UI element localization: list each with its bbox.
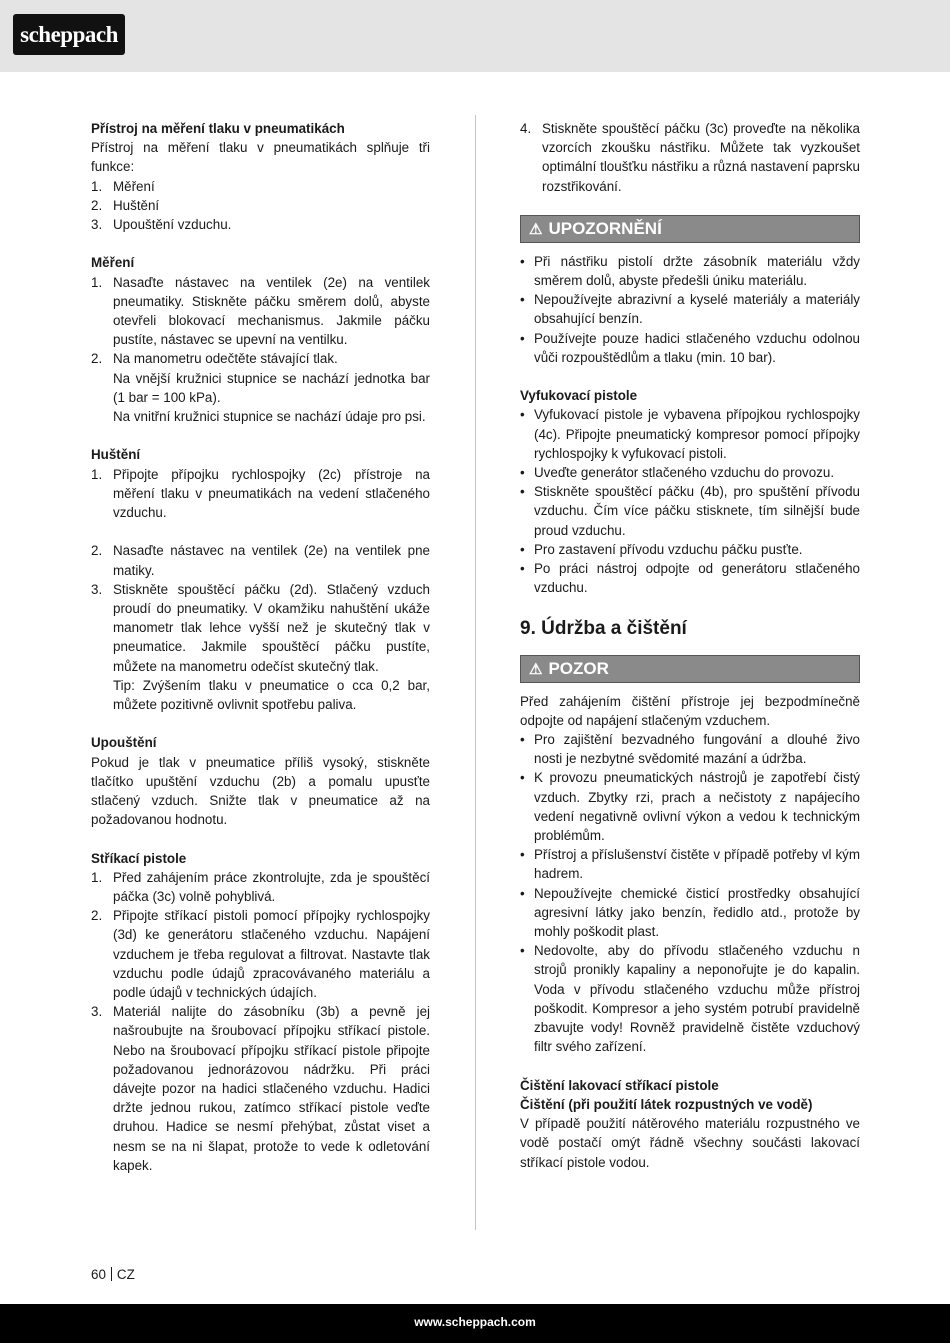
list-item: 3. Materiál nalijte do zásobníku (3b) a pevně jej našroubujte na šroubovací přípojku stříkací pistole. Nebo na šroubovací přípojku stříkací pistole připojte požadovanou jednorázovou nádržku. Při práci dávejte pozor na hadici stlačeného vzduchu. Hadici držte jednou rukou, zatímco stříkací pistole veďte druhou. Hadice se nesmí přehýbat, zůstat viset a nesm se na ni šlapat, protože to vede k odletování kapek.: [91, 1004, 430, 1173]
list-item: • Při nástřiku pistolí držte zásobník materiálu vždy směrem dolů, abyste předešli úniku materiálu.: [520, 253, 860, 289]
paragraph: V případě použití nátěrového materiálu rozpustného ve vodě postačí omýt řádně všechny součásti lakovací stříkací pistole vodou.: [520, 1116, 860, 1170]
list-item: • Uveďte generátor stlačeného vzduchu do provozu.: [520, 465, 835, 481]
section-pressure-gauge: [91, 119, 430, 234]
warning-triangle-icon: ⚠: [529, 660, 543, 678]
section-title: Upouštění: [91, 735, 157, 751]
list-item: • K provozu pneumatických nástrojů je zapotřebí čistý vzduch. Zbytky rzi, prach a nečistoty z napájecího vedení negativně ovlivní výkon a vedou k technickým problémům.: [520, 770, 860, 844]
list-item: 2. Na manometru odečtěte stávající tlak. Na vnější kružnici stupnice se nachází jednotka bar (1 bar = 100 kPa). Na vnitřní kružnici stupnice se nachází údaje pro psi.: [91, 351, 430, 425]
numbered-list: [91, 868, 430, 1175]
list-item: • Stiskněte spouštěcí páčku (4b), pro spuštění přívodu vzduchu. Čím více páčku stisknete, tím silnější bude proud vzduchu.: [520, 484, 860, 538]
warning-triangle-icon: ⚠: [529, 220, 543, 238]
section-subtitle: Čištění (při použití látek rozpustných ve vodě): [520, 1096, 813, 1112]
section-maintenance: [520, 692, 860, 1057]
page-number: 60: [91, 1267, 106, 1282]
paragraph: Před zahájením čištění přístroje jej bezpodmínečně odpojte od napájení stlačeným vzduchem.: [520, 693, 860, 728]
list-item: 3. Stiskněte spouštěcí páčku (2d). Stlačený vzduch proudí do pneumatiky. V okamžiku nahuštění ukáže manometr tlak lehce vyšší než je skutečný tlak v pneumatice. Jakmile spouštěcí páčku pustíte, můžete na manometru odečíst skutečný tlak. Tip: Zvýšením tlaku v pneumatice o cca 0,2 bar, můžete pozitivně ovlivnit spotřebu paliva.: [91, 581, 430, 713]
section-cleaning: [520, 1076, 860, 1172]
section-title: Vyfukovací pistole: [520, 388, 638, 404]
list-item: • Přístroj a příslušenství čistěte v případě potřeby vl kým hadrem.: [520, 847, 860, 882]
bullet-list: [520, 252, 860, 367]
caution-label: POZOR: [548, 658, 609, 678]
list-item: 3. Upouštění vzduchu.: [91, 217, 232, 233]
page-footer: [91, 1265, 135, 1284]
numbered-list: [91, 177, 430, 235]
list-item: • Vyfukovací pistole je vybavena přípojkou rychlospojky (4c). Připojte pneumatický kompresor pomocí přípojky rychlospojky k vyfukovací pistoli.: [520, 407, 860, 461]
list-item: 2. Nasaďte nástavec na ventilek (2e) na ventilek pne matiky.: [91, 543, 430, 578]
paragraph: Pokud je tlak v pneumatice příliš vysoký, stiskněte tlačítko upuštění vzduchu (2b) a pomalu upusťte stlačený vzduch. Snižte tlak v pneumatice až na požadovanou hodnotu.: [91, 754, 430, 828]
column-divider: [475, 115, 476, 1230]
list-item: • Po práci nástroj odpojte od generátoru stlačeného vzduchu.: [520, 561, 860, 596]
list-item: • Používejte pouze hadici stlačeného vzduchu odolnou vůči rozpouštědlům a tlaku (min. 10 bar).: [520, 330, 860, 365]
numbered-list: [520, 119, 860, 196]
list-item: 1. Měření: [91, 178, 155, 194]
chapter-heading: 9. Údržba a čištění: [520, 617, 687, 639]
section-title: Stříkací pistole: [91, 850, 187, 866]
list-item: 1. Před zahájením práce zkontrolujte, zda je spouštěcí páčka (3c) volně pohyblivá.: [91, 869, 430, 905]
list-item: 1. Připojte přípojku rychlospojky (2c) přístroje na měření tlaku v pneumatikách na vedení stlačeného vzduchu.: [91, 466, 430, 521]
list-item: • Nedovolte, aby do přívodu stlačeného vzduchu n strojů pronikly kapaliny a neponořujte je do kapalin. Voda v přívodu stlačeného vzduchu může přístroj poškodit. Kompresor a jeho systém potrubí pravidelně zbavujte vody! Rovněž pravidelně čistěte vzduchový filtr svého zařízení.: [520, 943, 860, 1055]
section-title: Huštění: [91, 447, 141, 463]
left-column: [91, 119, 430, 1194]
list-item: • Nepoužívejte abrazivní a kyselé materiály a materiály obsahující benzín.: [520, 292, 860, 327]
section-deflating: [91, 733, 430, 829]
list-item: 2. Připojte stříkací pistoli pomocí přípojky rychlospojky (3d) ke generátoru stlačeného vzduchu. Napájení vzduchem je třeba regulovat a filtrovat. Nastavte tlak vzduchu podle údajů zpracovávaného materiálu a podle údajů v technických údajích.: [91, 908, 430, 1001]
right-column: [520, 119, 860, 1191]
bullet-list: [520, 405, 860, 597]
section-inflating: [91, 445, 430, 714]
list-item: 1. Nasaďte nástavec na ventilek (2e) na ventilek pneumatiky. Stiskněte páčku směrem dolů, abyste otevřeli blokovací mechanismus. Jakmile páčku pustíte, nástavec se upevní na ventilku.: [91, 274, 430, 348]
caution-banner: [520, 655, 860, 683]
scheppach-logo: scheppach: [13, 14, 125, 55]
numbered-list: [91, 465, 430, 715]
numbered-list: [91, 273, 430, 427]
section-blow-gun: [520, 386, 860, 597]
section-title: Čištění lakovací stříkací pistole: [520, 1077, 719, 1093]
section-title: Měření: [91, 255, 135, 271]
warning-label: UPOZORNĚNÍ: [548, 218, 662, 238]
footer-band: [0, 1304, 950, 1343]
list-item: 2. Huštění: [91, 197, 160, 213]
language-code: CZ: [116, 1267, 135, 1282]
list-item: • Pro zastavení přívodu vzduchu páčku pusťte.: [520, 541, 803, 557]
list-item: 4. Stiskněte spouštěcí páčku (3c) proveďte na několika vzorcích zkoušku nástřiku. Můžete tak vyzkoušet optimální tloušťku nástřiku a různá nastavení paprsku rozstřikování.: [520, 121, 860, 194]
header-band: [0, 0, 950, 72]
website-link[interactable]: www.scheppach.com: [414, 1315, 536, 1329]
bullet-list: [520, 730, 860, 1056]
section-spray-gun: [91, 849, 430, 1175]
list-item: • Nepoužívejte chemické čisticí prostředky obsahující agresivní látky jako benzín, ředidlo atd., protože by mohly poškodit plast.: [520, 885, 860, 940]
section-measuring: [91, 253, 430, 426]
list-item: • Pro zajištění bezvadného fungování a dlouhé živo nosti je nezbytné svědomité mazání a údržba.: [520, 732, 860, 767]
paragraph: Přístroj na měření tlaku v pneumatikách splňuje tři funkce:: [91, 140, 430, 175]
section-title: Přístroj na měření tlaku v pneumatikách: [91, 121, 345, 136]
warning-banner: [520, 215, 860, 243]
